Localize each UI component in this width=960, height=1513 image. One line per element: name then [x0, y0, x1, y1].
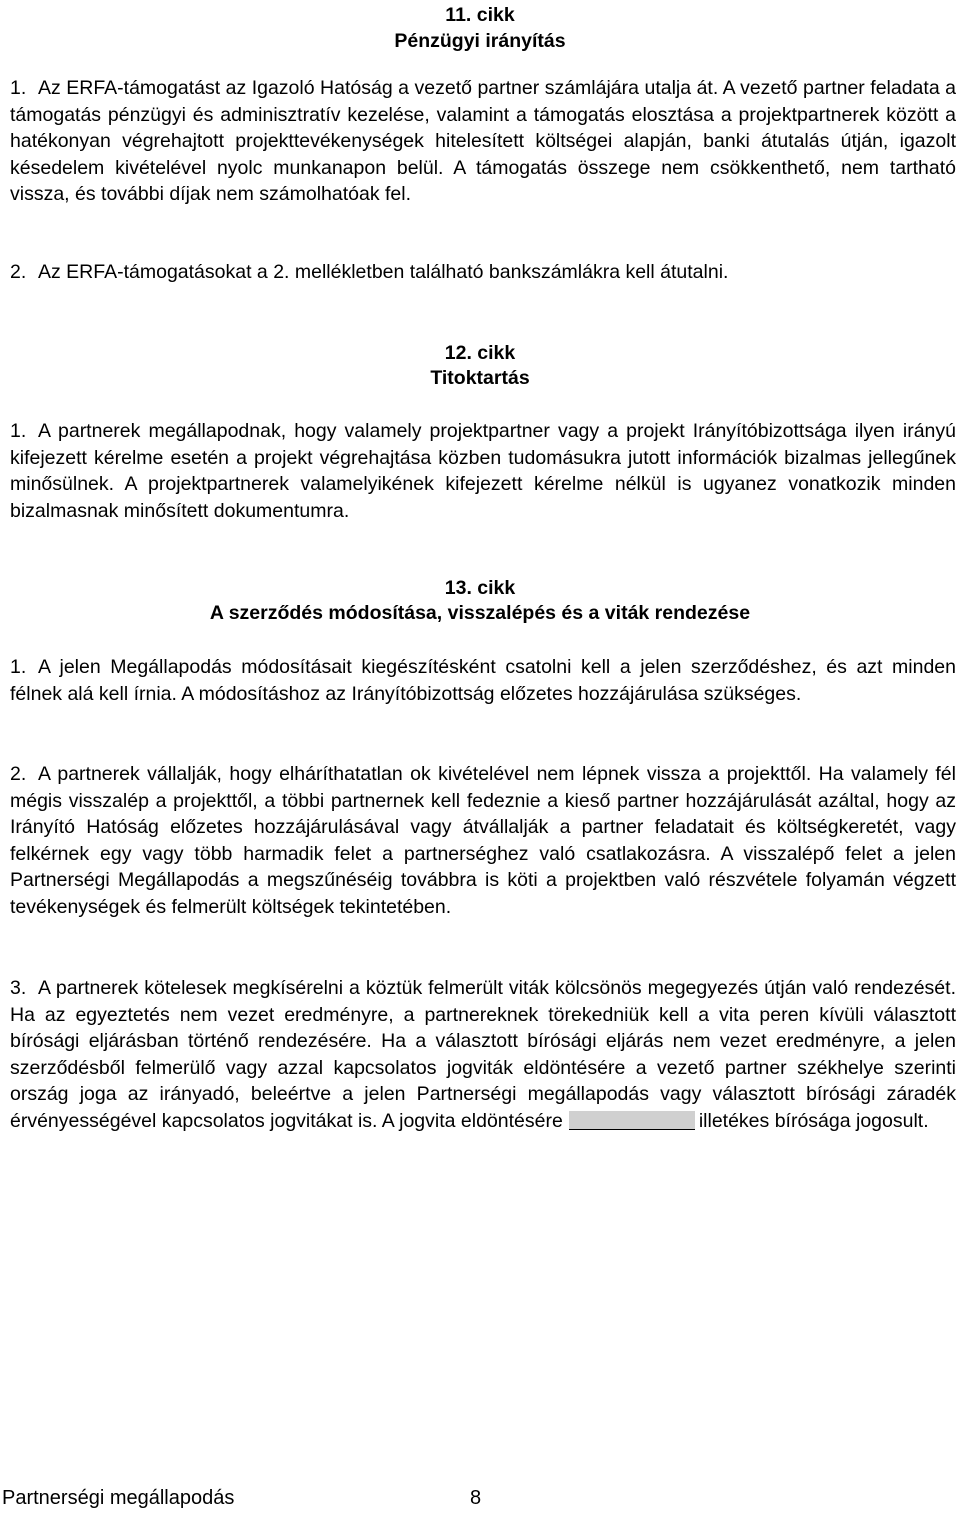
- article-13-paragraph-2: [10, 761, 956, 921]
- paragraph-text: A partnerek vállalják, hogy elháríthatatlan ok kivételével nem lépnek vissza a projekttől. Ha valamely fél mégis visszalép a projekttől, a többi partnernek kell fedeznie a kieső partner hozzájárulását azáltal, hogy az Irányító Hatóság előzetes hozzájárulásával vagy átvállalják a partner feladatait és költségkeretét, vagy felkérnek egy vagy több harmadik felet a partnerséghez való csatlakozásra. A visszalépő felet a jelen Partnerségi Megállapodás a megszűnéséig továbbra is köti a projektben való részvétele folyamán végzett tevékenységek és felmerült költségek tekintetében.: [10, 763, 956, 918]
- article-13-paragraph-3: [10, 975, 956, 1135]
- article-13-title: A szerződés módosítása, visszalépés és a viták rendezése: [209, 602, 751, 624]
- article-12-paragraph-1: [10, 418, 956, 524]
- paragraph-number: 2.: [10, 763, 27, 785]
- paragraph-text-continued: illetékes bírósága jogosult.: [698, 1109, 929, 1132]
- paragraph-text: A partnerek megállapodnak, hogy valamely projektpartner vagy a projekt Irányítóbizottsága ilyen irányú kifejezett kérelme esetén a projekt végrehajtása közben tudomásukra jutott információk bizalmas jellegűnek minősülnek. A projektpartnerek valamelyikének kifejezett kérelme nélkül is ugyanez vonatkozik minden bizalmasnak minősített dokumentumra.: [10, 420, 956, 522]
- article-11-paragraph-2: [10, 259, 956, 286]
- article-11-number: 11. cikk: [445, 4, 515, 26]
- paragraph-text: Az ERFA-támogatásokat a 2. mellékletben található bankszámlákra kell átutalni.: [38, 261, 729, 283]
- paragraph-number: 2.: [10, 261, 27, 283]
- article-11-paragraph-1: [10, 75, 956, 208]
- paragraph-number: 3.: [10, 977, 27, 999]
- paragraph-text: Az ERFA-támogatást az Igazoló Hatóság a vezető partner számlájára utalja át. A vezető partner feladata a támogatás pénzügyi és adminisztratív kezelése, valamint a támogatás elosztása a projektpartnerek között a hatékonyan végrehajtott projekttevékenységek hitelesített költségei alapján, banki átutalás útján, igazolt késedelem kivételével nyolc munkanapon belül. A támogatás összege nem csökkenthető, nem tartható vissza, és további díjak nem számolhatóak fel.: [10, 77, 956, 206]
- paragraph-text: A partnerek kötelesek megkísérelni a köztük felmerült viták kölcsönös megegyezés útján való rendezését. Ha az egyeztetés nem vezet eredményre, a partnereknek törekedniük kell a vita peren kívüli választott bírósági eljárásban történő rendezésére. Ha a választott bírósági eljárás nem vezet eredményre, a jelen szerződésből felmerülő vagy azzal kapcsolatos jogviták eldöntésére a vezető partner székhelye szerinti ország joga az irányadó, beleértve a jelen Partnerségi megállapodás vagy választott bírósági záradék érvényességével kapcsolatos jogvitákat is. A jogvita eldöntésére: [10, 977, 956, 1132]
- page-footer: [2, 1486, 482, 1510]
- article-12-number: 12. cikk: [444, 342, 516, 364]
- paragraph-number: 1.: [10, 420, 27, 442]
- footer-label: Partnerségi megállapodás: [2, 1487, 235, 1509]
- article-13-paragraph-1: [10, 654, 956, 707]
- paragraph-text: A jelen Megállapodás módosításait kiegészítésként csatolni kell a jelen szerződéshez, és azt minden félnek alá kell írnia. A módosításhoz az Irányítóbizottság előzetes hozzájárulása szükséges.: [10, 656, 956, 705]
- page-number: 8: [470, 1487, 482, 1509]
- article-11-title: Pénzügyi irányítás: [394, 30, 566, 52]
- paragraph-number: 1.: [10, 656, 27, 678]
- article-12-title: Titoktartás: [430, 367, 530, 389]
- paragraph-number: 1.: [10, 77, 27, 99]
- article-13-number: 13. cikk: [444, 577, 516, 599]
- court-name-blank-field[interactable]: [569, 1111, 695, 1130]
